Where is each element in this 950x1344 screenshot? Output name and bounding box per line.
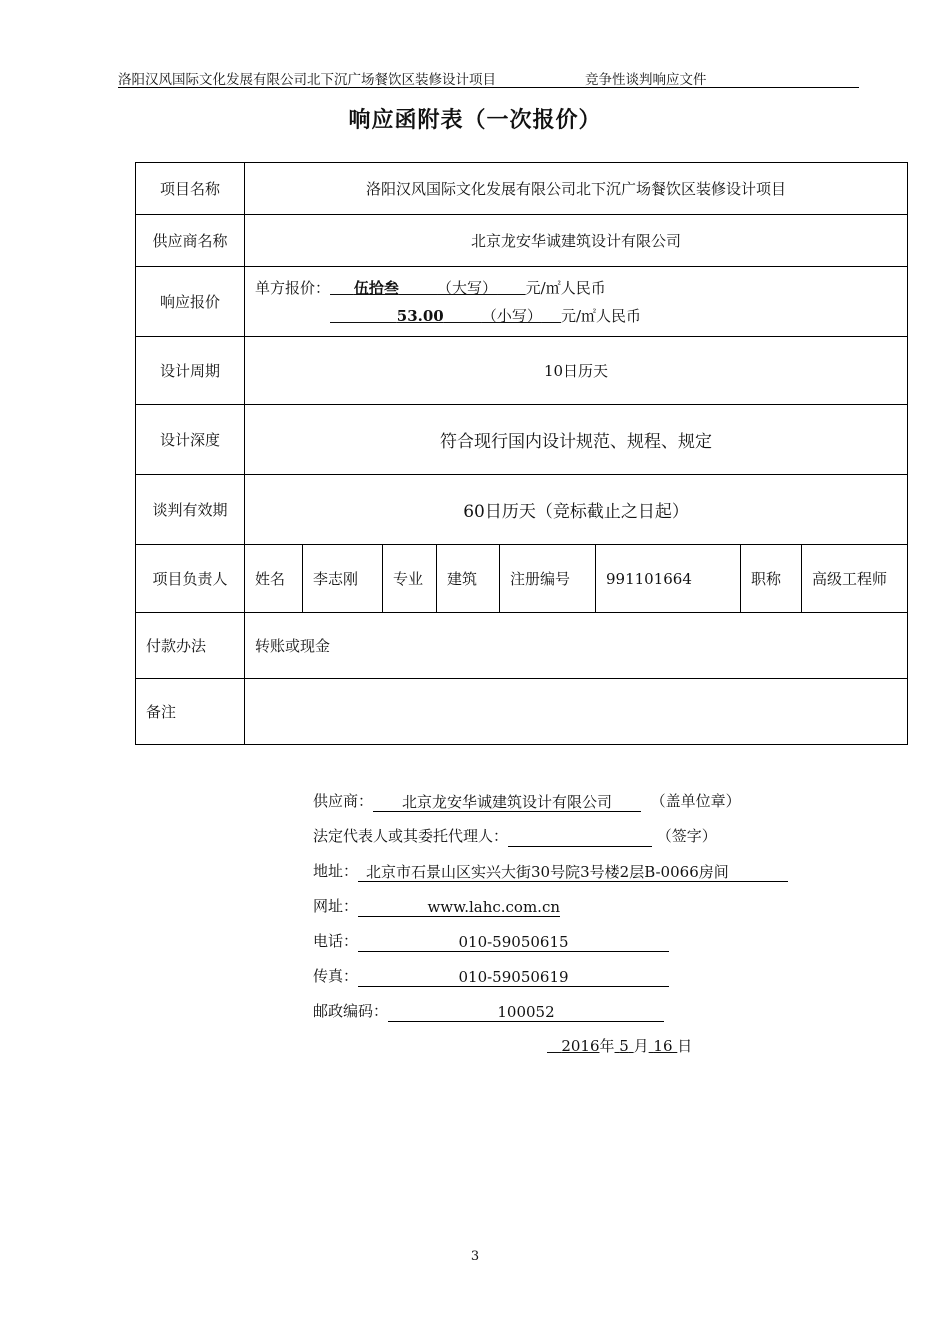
label-design-depth: 设计深度 [136,405,245,475]
row-design-period [136,337,908,405]
row-supplier-name [136,215,908,267]
address-line [313,860,873,895]
row-quote [136,267,908,337]
supplier-field [373,793,641,812]
postcode-field [388,1003,664,1022]
label-project-name: 项目名称 [136,163,245,215]
date-day-value: 16 [653,1037,673,1055]
fax-value: 010-59050619 [458,968,569,986]
postcode-label: 邮政编码： [313,1002,389,1020]
phone-field [358,933,669,952]
label-leader-major: 专业 [383,545,437,613]
row-project-leader [136,545,908,613]
row-design-depth [136,405,908,475]
representative-label: 法定代表人或其委托代理人： [313,827,509,845]
date-month-value: 5 [619,1037,629,1055]
row-validity [136,475,908,545]
supplier-label: 供应商： [313,792,374,810]
website-line [313,895,873,930]
representative-line [313,825,873,860]
value-design-depth: 符合现行国内设计规范、规程、规定 [245,405,908,475]
row-remark [136,679,908,745]
phone-label: 电话： [313,932,359,950]
date-year-value: 2016 [561,1037,600,1055]
page-number: 3 [470,1249,480,1264]
date-day-label: 日 [677,1037,693,1055]
website-label: 网址： [313,897,359,915]
label-leader-name: 姓名 [245,545,303,613]
date-year [547,1037,600,1055]
postcode-value: 100052 [497,1003,555,1021]
date-month [615,1037,634,1055]
value-leader-name: 李志刚 [303,545,383,613]
page-header [118,67,859,88]
fax-label: 传真： [313,967,359,985]
quote-lower-value: 53.00 [396,306,444,325]
address-value: 北京市石景山区实兴大街30号院3号楼2层B-0066房间 [366,863,729,881]
label-leader-reg: 注册编号 [500,545,596,613]
signature-field [508,828,652,847]
value-project-name: 洛阳汉风国际文化发展有限公司北下沉广场餐饮区装修设计项目 [245,163,908,215]
value-supplier-name: 北京龙安华诚建筑设计有限公司 [245,215,908,267]
label-design-period: 设计周期 [136,337,245,405]
quote-unit-upper: 元/㎡人民币 [525,278,606,297]
date-line [313,1035,873,1070]
label-project-leader: 项目负责人 [136,545,245,613]
quote-unit-lower: 元/㎡人民币 [561,306,642,325]
supplier-value: 北京龙安华诚建筑设计有限公司 [402,793,613,811]
quote-prefix: 单方报价： [255,278,331,297]
fax-line [313,965,873,1000]
page-title: 响应函附表（一次报价） [348,108,602,133]
quote-table [135,162,908,745]
label-quote: 响应报价 [136,267,245,337]
postcode-line [313,1000,873,1035]
value-design-period: 10日历天 [245,337,908,405]
label-payment: 付款办法 [136,613,245,679]
quote-lower-line [255,302,907,330]
address-field [358,863,788,882]
header-document-type: 竞争性谈判响应文件 [585,72,707,88]
quote-upper-value: 伍拾叁 [353,278,399,297]
quote-lower-note: （小写） [481,306,542,325]
quote-upper-line [255,274,907,302]
row-project-name [136,163,908,215]
date-month-label: 月 [633,1037,649,1055]
label-remark: 备注 [136,679,245,745]
seal-note: （盖单位章） [650,792,741,810]
sign-note: （签字） [656,827,717,845]
value-leader-title: 高级工程师 [802,545,908,613]
label-validity: 谈判有效期 [136,475,245,545]
value-quote [245,267,908,337]
row-payment [136,613,908,679]
date-year-label: 年 [599,1037,615,1055]
supplier-info-block [313,790,873,1070]
date-day [649,1037,678,1055]
supplier-line [313,790,873,825]
website-field [358,898,560,917]
phone-line [313,930,873,965]
value-payment: 转账或现金 [245,613,908,679]
address-label: 地址： [313,862,359,880]
fax-field [358,968,669,987]
value-remark [245,679,908,745]
label-supplier-name: 供应商名称 [136,215,245,267]
phone-value: 010-59050615 [458,933,569,951]
quote-upper-note: （大写） [437,278,498,297]
header-project-title: 洛阳汉风国际文化发展有限公司北下沉广场餐饮区装修设计项目 [118,72,496,88]
label-leader-title: 职称 [741,545,802,613]
value-leader-reg: 991101664 [596,545,741,613]
value-leader-major: 建筑 [437,545,500,613]
website-value: www.lahc.com.cn [427,898,561,916]
value-validity: 60日历天（竞标截止之日起） [245,475,908,545]
